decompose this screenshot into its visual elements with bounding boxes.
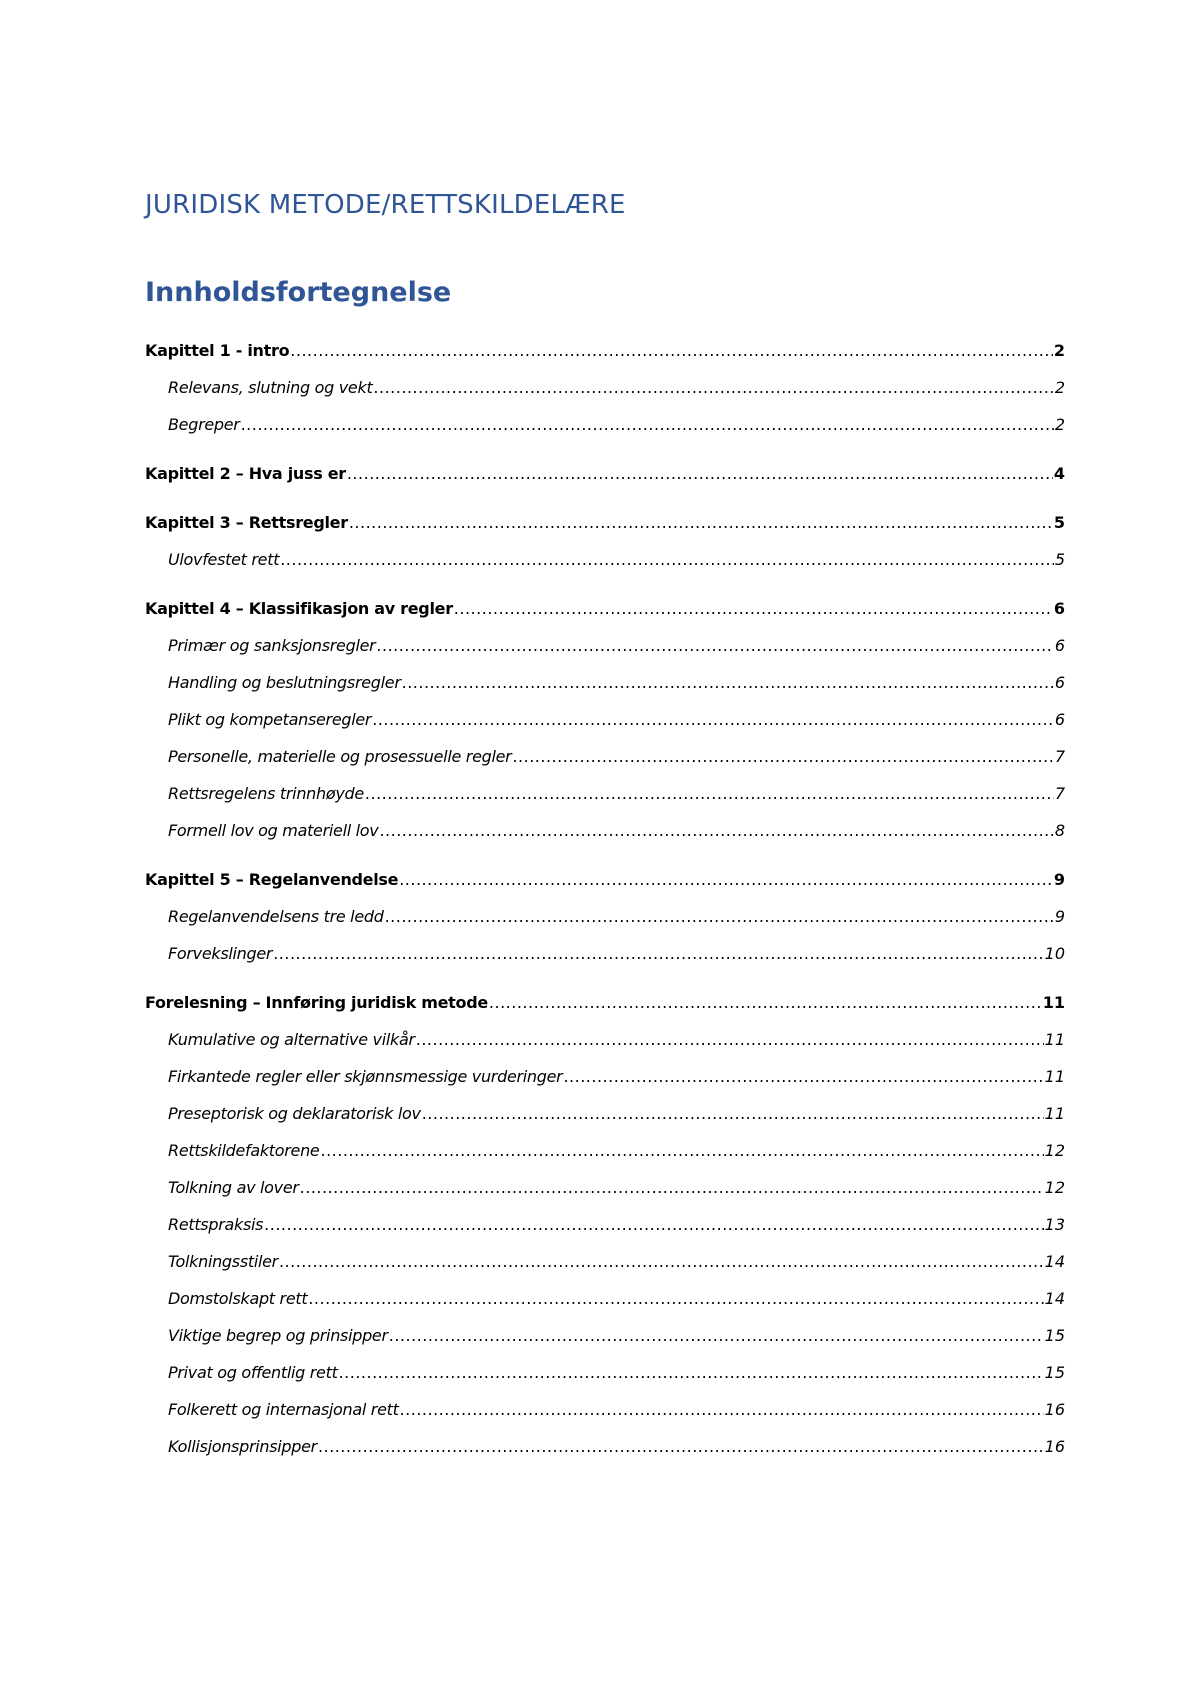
toc-entry-label: Formell lov og materiell lov [168, 821, 379, 840]
toc-section-entry[interactable] [145, 1029, 1065, 1051]
toc-dot-leader [454, 598, 1053, 620]
toc-page-number: 14 [1044, 1289, 1065, 1308]
toc-page-number: 6 [1054, 636, 1065, 655]
toc-chapter-entry[interactable] [145, 992, 1065, 1014]
toc-section-entry[interactable] [145, 1325, 1065, 1347]
toc-page-number: 16 [1044, 1437, 1065, 1456]
toc-page-number: 7 [1054, 784, 1065, 803]
toc-entry-label: Privat og offentlig rett [168, 1363, 338, 1382]
toc-dot-leader [320, 1140, 1043, 1162]
toc-section-entry[interactable] [145, 1399, 1065, 1421]
toc-entry-label: Kapittel 5 – Regelanvendelse [145, 870, 399, 889]
toc-dot-leader [300, 1177, 1044, 1199]
toc-dot-leader [349, 512, 1053, 534]
toc-entry-label: Kapittel 4 – Klassifikasjon av regler [145, 599, 453, 618]
toc-dot-leader [273, 943, 1043, 965]
toc-page-number: 6 [1054, 673, 1065, 692]
toc-section-entry[interactable] [145, 672, 1065, 694]
toc-dot-leader [339, 1362, 1044, 1384]
toc-section-entry[interactable] [145, 549, 1065, 571]
toc-section-entry[interactable] [145, 1140, 1065, 1162]
toc-dot-leader [385, 906, 1054, 928]
toc-entry-label: Tolkningsstiler [168, 1252, 278, 1271]
toc-page-number: 8 [1054, 821, 1065, 840]
document-title: JURIDISK METODE/RETTSKILDELÆRE [145, 190, 626, 220]
toc-section-entry[interactable] [145, 1288, 1065, 1310]
toc-entry-label: Plikt og kompetanseregler [168, 710, 372, 729]
toc-page-number: 11 [1044, 1104, 1065, 1123]
toc-page-number: 16 [1044, 1400, 1065, 1419]
toc-page-number: 6 [1054, 710, 1065, 729]
toc-section-entry[interactable] [145, 635, 1065, 657]
toc-heading: Innholdsfortegnelse [145, 277, 452, 308]
toc-section-entry[interactable] [145, 709, 1065, 731]
toc-entry-label: Regelanvendelsens tre ledd [168, 907, 384, 926]
toc-entry-label: Kumulative og alternative vilkår [168, 1030, 415, 1049]
toc-dot-leader [279, 1251, 1044, 1273]
toc-entry-label: Handling og beslutningsregler [168, 673, 401, 692]
toc-entry-label: Folkerett og internasjonal rett [168, 1400, 399, 1419]
toc-dot-leader [416, 1029, 1044, 1051]
toc-entry-label: Begreper [168, 415, 240, 434]
toc-entry-label: Kapittel 1 - intro [145, 341, 290, 360]
toc-page-number: 13 [1044, 1215, 1065, 1234]
toc-page-number: 9 [1053, 870, 1065, 889]
toc-section-entry[interactable] [145, 414, 1065, 436]
toc-entry-label: Rettsregelens trinnhøyde [168, 784, 364, 803]
toc-entry-label: Firkantede regler eller skjønnsmessige vurderinger [168, 1067, 563, 1086]
toc-entry-label: Ulovfestet rett [168, 550, 280, 569]
toc-dot-leader [264, 1214, 1043, 1236]
toc-page-number: 5 [1054, 550, 1065, 569]
toc-entry-label: Forvekslinger [168, 944, 273, 963]
toc-entry-label: Preseptorisk og deklaratorisk lov [168, 1104, 421, 1123]
toc-section-entry[interactable] [145, 377, 1065, 399]
toc-section-entry[interactable] [145, 1436, 1065, 1458]
toc-section-entry[interactable] [145, 943, 1065, 965]
toc-chapter-entry[interactable] [145, 512, 1065, 534]
toc-dot-leader [422, 1103, 1044, 1125]
toc-page-number: 12 [1044, 1141, 1065, 1160]
toc-entry-label: Tolkning av lover [168, 1178, 299, 1197]
toc-chapter-entry[interactable] [145, 463, 1065, 485]
toc-chapter-entry[interactable] [145, 340, 1065, 362]
toc-dot-leader [376, 635, 1053, 657]
table-of-contents [145, 340, 1065, 1458]
toc-page-number: 11 [1044, 1030, 1065, 1049]
toc-dot-leader [373, 377, 1053, 399]
toc-page-number: 2 [1054, 378, 1065, 397]
toc-dot-leader [389, 1325, 1044, 1347]
toc-page-number: 15 [1044, 1363, 1065, 1382]
toc-page-number: 5 [1053, 513, 1065, 532]
toc-entry-label: Rettspraksis [168, 1215, 264, 1234]
toc-entry-label: Viktige begrep og prinsipper [168, 1326, 388, 1345]
toc-dot-leader [563, 1066, 1043, 1088]
toc-page-number: 11 [1044, 1067, 1065, 1086]
toc-section-entry[interactable] [145, 746, 1065, 768]
toc-section-entry[interactable] [145, 1177, 1065, 1199]
toc-chapter-entry[interactable] [145, 869, 1065, 891]
toc-dot-leader [308, 1288, 1043, 1310]
toc-dot-leader [512, 746, 1053, 768]
toc-dot-leader [400, 1399, 1044, 1421]
toc-dot-leader [241, 414, 1054, 436]
toc-section-entry[interactable] [145, 783, 1065, 805]
toc-dot-leader [399, 869, 1053, 891]
toc-section-entry[interactable] [145, 906, 1065, 928]
toc-page-number: 11 [1042, 993, 1065, 1012]
toc-entry-label: Kollisjonsprinsipper [168, 1437, 317, 1456]
toc-page-number: 4 [1053, 464, 1065, 483]
toc-dot-leader [489, 992, 1042, 1014]
toc-entry-label: Rettskildefaktorene [168, 1141, 320, 1160]
toc-dot-leader [347, 463, 1053, 485]
toc-entry-label: Forelesning – Innføring juridisk metode [145, 993, 488, 1012]
toc-entry-label: Domstolskapt rett [168, 1289, 308, 1308]
toc-page-number: 6 [1053, 599, 1065, 618]
toc-dot-leader [290, 340, 1053, 362]
toc-section-entry[interactable] [145, 1066, 1065, 1088]
toc-section-entry[interactable] [145, 820, 1065, 842]
toc-page-number: 2 [1053, 341, 1065, 360]
toc-page-number: 2 [1054, 415, 1065, 434]
toc-page-number: 15 [1044, 1326, 1065, 1345]
toc-dot-leader [372, 709, 1054, 731]
toc-entry-label: Personelle, materielle og prosessuelle regler [168, 747, 512, 766]
toc-entry-label: Kapittel 2 – Hva juss er [145, 464, 346, 483]
toc-dot-leader [280, 549, 1054, 571]
toc-page-number: 9 [1054, 907, 1065, 926]
toc-dot-leader [402, 672, 1054, 694]
toc-page-number: 12 [1044, 1178, 1065, 1197]
toc-section-entry[interactable] [145, 1214, 1065, 1236]
toc-section-entry[interactable] [145, 1251, 1065, 1273]
toc-section-entry[interactable] [145, 1103, 1065, 1125]
toc-entry-label: Relevans, slutning og vekt [168, 378, 373, 397]
toc-page-number: 10 [1044, 944, 1065, 963]
toc-dot-leader [318, 1436, 1044, 1458]
toc-page-number: 14 [1044, 1252, 1065, 1271]
toc-page-number: 7 [1054, 747, 1065, 766]
toc-chapter-entry[interactable] [145, 598, 1065, 620]
toc-dot-leader [379, 820, 1053, 842]
toc-entry-label: Primær og sanksjonsregler [168, 636, 376, 655]
toc-dot-leader [365, 783, 1054, 805]
toc-entry-label: Kapittel 3 – Rettsregler [145, 513, 348, 532]
toc-section-entry[interactable] [145, 1362, 1065, 1384]
